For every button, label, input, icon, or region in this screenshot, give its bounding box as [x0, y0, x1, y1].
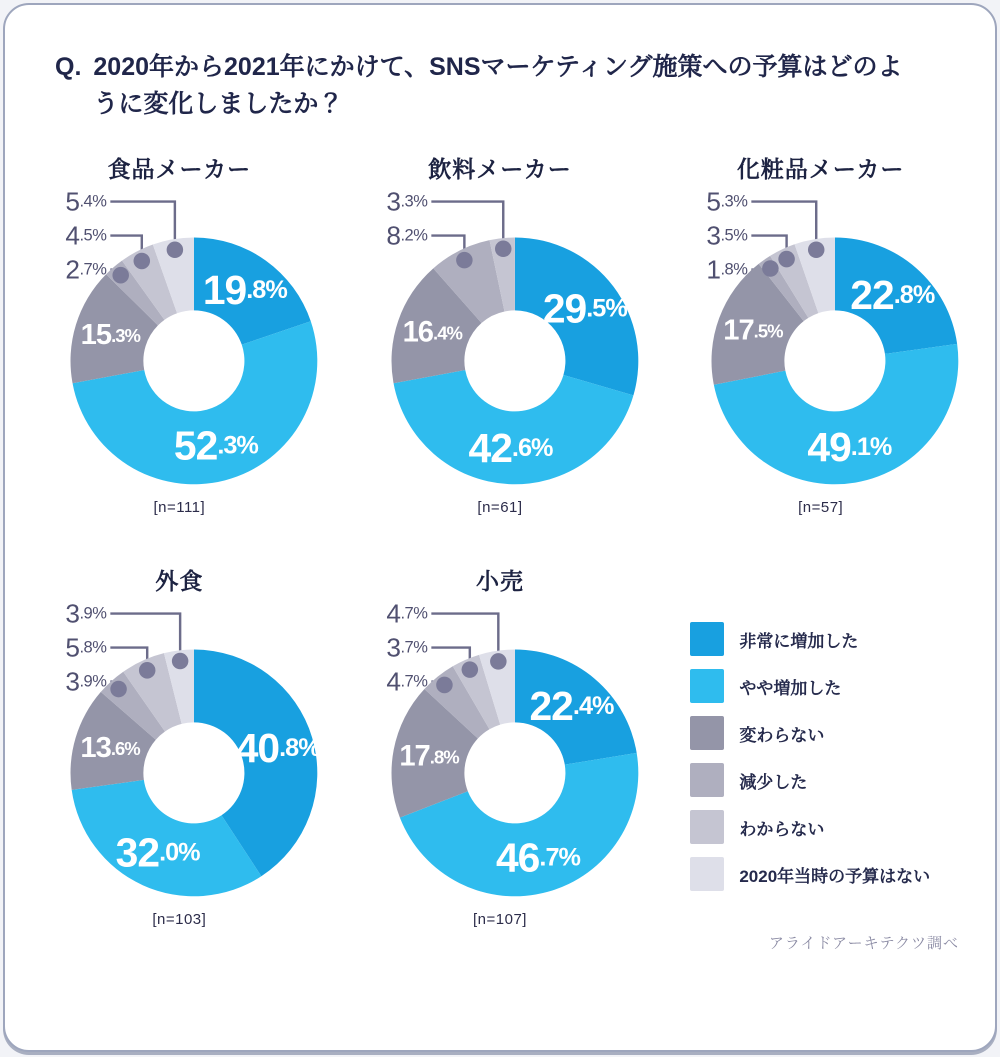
slice-value-label: 29.5%: [542, 285, 627, 332]
charts-grid: [5, 152, 995, 953]
callout-value-label: 3.5%: [706, 220, 748, 251]
callout-dot: [436, 677, 453, 694]
donut-chart-dining: [19, 564, 340, 953]
callout-dot: [172, 653, 189, 670]
survey-infographic-panel: [3, 3, 997, 1052]
legend-label: 変わらない: [739, 725, 825, 745]
question-line-2: うに変化しましたか？: [93, 89, 344, 118]
chart-title: 食品メーカー: [107, 156, 252, 182]
question-text: [93, 49, 902, 122]
slice-value-label: 15.3%: [80, 319, 140, 352]
legend-swatch-somewhat-increased: [690, 669, 724, 703]
donut-plot: [340, 598, 661, 903]
slice-value-label: 49.1%: [807, 424, 892, 471]
legend-item-no-2020-budget: [690, 857, 981, 891]
slice-value-label: 17.5%: [723, 314, 783, 347]
donut-chart-beverage-makers: [340, 152, 661, 516]
callout-dot: [461, 661, 478, 678]
donut-chart-food-makers: [19, 152, 340, 516]
callout-value-label: 4.7%: [386, 666, 428, 697]
legend-swatch-unknown: [690, 810, 724, 844]
slice-value-label: 13.6%: [80, 732, 140, 765]
donut-chart-retail: [340, 564, 661, 953]
legend-item-somewhat-increased: [690, 669, 981, 703]
callout-value-label: 3.7%: [386, 632, 428, 663]
slice-value-label: 52.3%: [173, 422, 258, 469]
donut-plot: [660, 186, 981, 491]
callout-value-label: 4.5%: [65, 220, 107, 251]
callout-dot: [139, 662, 156, 679]
callout-dot: [808, 241, 825, 258]
donut-plot: [19, 186, 340, 491]
sample-size-label: [n=103]: [152, 911, 207, 929]
question-prefix: Q.: [55, 53, 82, 81]
legend-item-unchanged: [690, 716, 981, 750]
slice-value-label: 19.8%: [202, 266, 287, 313]
callout-value-label: 1.8%: [706, 254, 748, 285]
callout-value-label: 2.7%: [65, 254, 107, 285]
chart-title: 小売: [475, 568, 524, 595]
slice-value-label: 17.8%: [398, 740, 459, 773]
legend-item-decreased: [690, 763, 981, 797]
donut-chart-cosmetics-makers: [660, 152, 981, 516]
chart-title: 飲料メーカー: [428, 156, 572, 182]
slice-value-label: 32.0%: [115, 829, 200, 876]
sample-size-label: [n=111]: [153, 499, 206, 517]
callout-dot: [167, 242, 184, 259]
callout-value-label: 5.4%: [65, 186, 107, 217]
legend-label: 非常に増加した: [739, 631, 859, 651]
donut-plot: [340, 186, 661, 491]
question-heading: [5, 5, 995, 122]
legend-swatch-decreased: [690, 763, 724, 797]
slice-value-label: 40.8%: [235, 725, 320, 772]
legend-swatch-unchanged: [690, 716, 724, 750]
sample-size-label: [n=107]: [473, 911, 527, 929]
callout-value-label: 3.9%: [65, 598, 107, 629]
callout-value-label: 4.7%: [386, 598, 428, 629]
donut-slice: [393, 370, 633, 484]
slice-value-label: 46.7%: [495, 834, 580, 881]
callout-value-label: 5.8%: [65, 632, 107, 663]
slice-value-label: 42.6%: [468, 425, 553, 472]
legend-item-unknown: [690, 810, 981, 844]
slice-value-label: 22.8%: [850, 271, 935, 318]
callout-dot: [112, 267, 129, 284]
callout-dot: [490, 653, 507, 670]
legend-swatch-very-increased: [690, 622, 724, 656]
chart-title: 外食: [155, 568, 204, 595]
sample-size-label: [n=57]: [798, 499, 844, 517]
source-credit: アライドアーキテクツ調べ: [768, 935, 959, 953]
callout-dot: [110, 681, 127, 698]
callout-value-label: 3.9%: [65, 666, 107, 697]
legend-label: やや増加した: [739, 678, 842, 698]
callout-value-label: 5.3%: [706, 186, 748, 217]
sample-size-label: [n=61]: [477, 499, 523, 517]
slice-value-label: 22.4%: [529, 683, 614, 730]
legend-label: 減少した: [739, 772, 808, 792]
callout-value-label: 3.3%: [386, 186, 428, 217]
donut-plot: [19, 598, 340, 903]
callout-dot: [134, 253, 151, 270]
callout-value-label: 8.2%: [386, 220, 428, 251]
slice-value-label: 16.4%: [402, 316, 462, 349]
question-line-1: 2020年から2021年にかけて、SNSマーケティング施策への予算はどのよ: [93, 53, 903, 81]
legend-label: わからない: [739, 819, 825, 839]
callout-dot: [456, 252, 473, 269]
callout-dot: [779, 251, 796, 268]
chart-title: 化粧品メーカー: [736, 156, 905, 182]
chart-legend: [660, 564, 981, 953]
callout-dot: [495, 241, 512, 258]
callout-dot: [762, 260, 779, 277]
legend-label: 2020年当時の予算はない: [739, 866, 931, 886]
legend-item-very-increased: [690, 622, 981, 656]
legend-swatch-no-2020-budget: [690, 857, 724, 891]
